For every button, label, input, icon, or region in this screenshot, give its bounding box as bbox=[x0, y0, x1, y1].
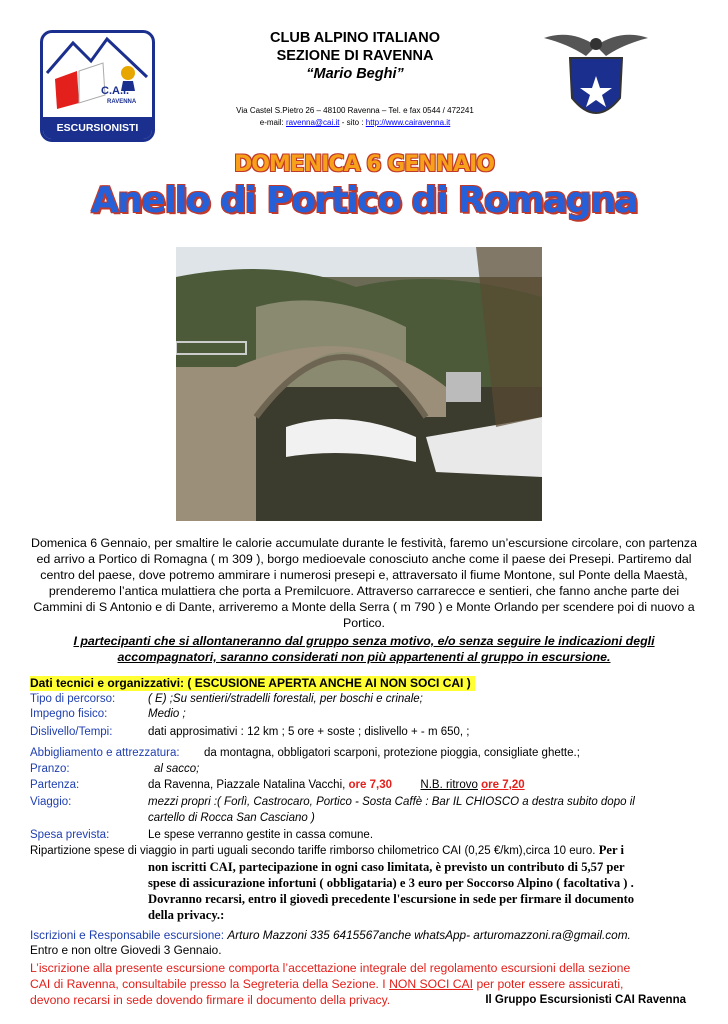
row-viaggio bbox=[30, 795, 698, 824]
contact-line bbox=[190, 118, 520, 127]
row-abbigliamento bbox=[30, 746, 698, 760]
address-line: Via Castel S.Pietro 26 – 48100 Ravenna – Tel. e fax 0544 / 472241 bbox=[236, 106, 474, 115]
footer-line-1: L’iscrizione alla presente escursione comporta l’accettazione integrale del regolamento escursioni della sezione bbox=[30, 961, 631, 975]
logo-cai-text: C.A.I. bbox=[101, 85, 130, 97]
row-partenza bbox=[30, 778, 698, 792]
eagle-shield-icon bbox=[540, 28, 652, 132]
tech-heading: Dati tecnici e organizzativi: ( ESCUSIONE APERTA ANCHE AI NON SOCI CAI ) bbox=[30, 676, 475, 691]
ripartizione-bold-block bbox=[148, 859, 698, 923]
email-link[interactable]: ravenna@cai.it bbox=[286, 118, 340, 127]
abbigliamento-value: da montagna, obbligatori scarponi, protezione pioggia, consigliate ghette.; bbox=[204, 747, 580, 759]
pranzo-label: Pranzo: bbox=[30, 763, 70, 775]
footer-signature: Il Gruppo Escursionisti CAI Ravenna bbox=[485, 994, 686, 1006]
footer-line-2a: CAI di Ravenna, consultabile presso la Segreteria della Sezione. I bbox=[30, 977, 386, 991]
ritrovo-time: ore 7,20 bbox=[481, 779, 525, 791]
site-prefix: - sito : bbox=[341, 118, 364, 127]
logo-ravenna-text: RAVENNA bbox=[107, 99, 137, 105]
row-spesa bbox=[30, 828, 698, 842]
row-iscrizioni bbox=[30, 928, 698, 942]
section-dedication: “Mario Beghi” bbox=[306, 66, 404, 82]
ripartizione-bold-line: della privacy.: bbox=[148, 908, 225, 922]
viaggio-line-2: cartello di Rocca San Casciano ) bbox=[148, 812, 315, 824]
ripartizione-bold-line: spese di assicurazione infortuni ( obbligataria) e 3 euro per Soccorso Alpino ( facoltativa ) . bbox=[148, 876, 634, 890]
row-pranzo bbox=[30, 762, 698, 776]
spesa-value: Le spese verranno gestite in cassa comune. bbox=[148, 829, 374, 841]
participants-warning: I partecipanti che si allontaneranno dal gruppo senza motivo, e/o senza seguire le indicazioni degli accompagnatori, saranno considerati non più appartenenti al gruppo in escursione. bbox=[73, 634, 655, 664]
ritrovo-label: N.B. ritrovo bbox=[420, 779, 478, 791]
ripartizione-bold-start: Per i bbox=[598, 843, 624, 857]
ripartizione-bold-line: non iscritti CAI, partecipazione in ogni caso limitata, è previsto un contributo di 5,57 per bbox=[148, 860, 625, 874]
dislivello-value: dati approsimativi : 12 km ; 5 ore + soste ; dislivello + - m 650, ; bbox=[148, 726, 470, 738]
email-prefix: e-mail: bbox=[259, 118, 284, 127]
row-impegno bbox=[30, 707, 698, 721]
logo-escursionisti-text: ESCURSIONISTI bbox=[43, 117, 152, 139]
section-name: SEZIONE DI RAVENNA bbox=[276, 48, 434, 64]
footer-disclaimer bbox=[30, 960, 698, 1008]
ripartizione-bold-line: Dovranno recarsi, entro il giovedì precedente l'escursione in sede per firmare il documento bbox=[148, 892, 635, 906]
abbigliamento-label: Abbigliamento e attrezzatura: bbox=[30, 747, 180, 759]
event-description: Domenica 6 Gennaio, per smaltire le calorie accumulate durante le festività, faremo un’escursione circolare, con partenza ed arrivo a Portico di Romagna ( m 309 ), borgo medioevale conosciuto anche come il paese dei Presepi. Partiremo dal centro del paese, dove potremo ammirare i numerosi presepi e, attraversato il fiume Montone, sul Ponte della Maestà, prenderemo l’antica mulattiera che porta a Premilcuore. Attraverso carrarecce e sentieri, che fanno anche parte dei Cammini di S Antonio e di Dante, arriveremo a Monte della Serra ( m 790 ) e Monte Orlando per scendere poi di nuovo a Portico. bbox=[31, 536, 697, 630]
club-name: CLUB ALPINO ITALIANO bbox=[270, 30, 440, 46]
footer-line-3-wrap bbox=[30, 992, 698, 1008]
dislivello-label: Dislivello/Tempi: bbox=[30, 726, 113, 738]
spesa-label: Spesa prevista: bbox=[30, 829, 110, 841]
bridge-photo bbox=[176, 247, 542, 521]
iscrizioni-value: Arturo Mazzoni 335 6415567anche whatsApp- arturomazzoni.ra@gmail.com. bbox=[227, 928, 631, 942]
cai-eagle-emblem bbox=[540, 28, 652, 132]
event-title: Anello di Portico di Romagna bbox=[90, 180, 638, 221]
website-link[interactable]: http://www.cairavenna.it bbox=[365, 118, 451, 127]
impegno-label: Impegno fisico: bbox=[30, 708, 108, 720]
cai-escursionisti-logo bbox=[40, 30, 155, 142]
footer-non-soci: NON SOCI CAI bbox=[389, 977, 474, 991]
row-tipo bbox=[30, 692, 698, 706]
viaggio-line-1: mezzi propri :( Forlì, Castrocaro, Portico - Sosta Caffè : Bar IL CHIOSCO a destra subito dopo il bbox=[148, 796, 635, 808]
iscrizioni-label: Iscrizioni e Responsabile escursione: bbox=[30, 928, 225, 942]
partenza-label: Partenza: bbox=[30, 779, 80, 791]
ripartizione-line-1: Ripartizione spese di viaggio in parti uguali secondo tariffe rimborso chilometrico CAI (0,25 €/km),circa 10 euro. bbox=[30, 845, 596, 857]
footer-line-2c: per poter essere assicurati, bbox=[476, 977, 624, 991]
impegno-value: Medio ; bbox=[148, 708, 186, 720]
tipo-value: ( E) ;Su sentieri/stradelli forestali, per boschi e crinale; bbox=[148, 693, 423, 705]
footer-line-2 bbox=[30, 976, 698, 992]
partenza-time: ore 7,30 bbox=[348, 779, 393, 791]
viaggio-label: Viaggio: bbox=[30, 796, 72, 808]
row-dislivello bbox=[30, 725, 698, 739]
tipo-label: Tipo di percorso: bbox=[30, 693, 116, 705]
partenza-value: da Ravenna, Piazzale Natalina Vacchi, bbox=[148, 779, 346, 791]
iscrizioni-deadline: Entro e non oltre Giovedi 3 Gennaio. bbox=[30, 943, 222, 957]
row-ripartizione bbox=[30, 843, 698, 858]
partenza-detail bbox=[148, 778, 525, 792]
event-date: DOMENICA 6 GENNAIO bbox=[233, 152, 495, 177]
pranzo-value: al sacco; bbox=[154, 763, 200, 775]
footer-line-3: devono recarsi in sede dovendo firmare il documento della privacy. bbox=[30, 993, 391, 1007]
